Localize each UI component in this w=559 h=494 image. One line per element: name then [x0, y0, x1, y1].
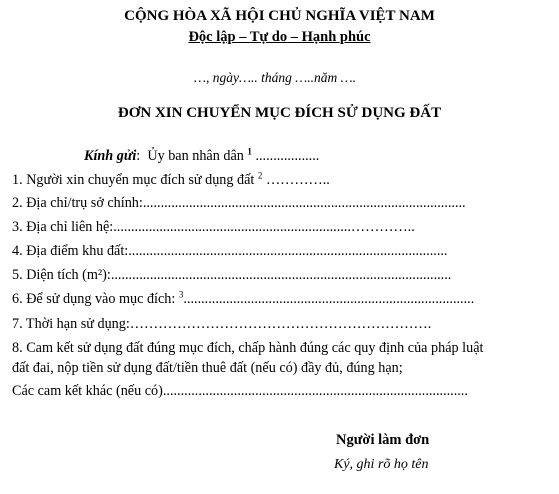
motto-independence: Độc lập	[188, 29, 236, 45]
document-title: ĐƠN XIN CHUYỂN MỤC ĐÍCH SỬ DỤNG ĐẤT	[117, 105, 442, 121]
field-duration: 7. Thời hạn sử dụng:……………………………………………………….	[12, 316, 432, 332]
recipient-label: Kính gửi	[84, 148, 137, 164]
field-purpose	[12, 291, 474, 308]
national-title: CỘNG HÒA XÃ HỘI CHỦ NGHĨA VIỆT NAM	[124, 8, 435, 24]
other-commitments: Các cam kết khác (nếu có)......................................................................................	[12, 383, 468, 399]
footnote-marker: 1	[247, 146, 252, 157]
recipient-text: Ủy ban nhân dân	[147, 148, 244, 164]
footnote-marker: 2	[257, 170, 263, 181]
field-dots: ..................................................................................	[183, 291, 475, 307]
recipient-line	[84, 148, 319, 165]
date-line: …, ngày….. tháng …..năm ….	[194, 70, 357, 85]
field-contact-address: 3. Địa chỉ liên hệ:...................................................................…………..	[12, 219, 415, 235]
field-dots: …………..	[262, 172, 330, 188]
motto-freedom: Tự do	[249, 29, 288, 45]
recipient-colon: :	[136, 148, 141, 164]
field-area: 5. Diện tích (m²):................................................................................................	[12, 267, 452, 283]
field-label: 6. Để sử dụng vào mục đích:	[12, 291, 176, 307]
recipient-dots: ..................	[251, 148, 320, 164]
motto-separator: –	[235, 29, 250, 45]
field-address: 2. Địa chỉ/trụ sở chính:...........................................................................................	[12, 195, 466, 211]
field-applicant	[12, 172, 330, 189]
motto-happiness: Hạnh phúc	[301, 29, 371, 45]
footnote-marker: 3	[178, 289, 184, 300]
commitment-line-1: 8. Cam kết sử dụng đất đúng mục đích, chấp hành đúng các quy định của pháp luật	[12, 340, 484, 356]
field-land-location: 4. Địa điểm khu đất:..........................................................................................	[12, 243, 448, 259]
national-motto	[0, 29, 559, 46]
field-label: 1. Người xin chuyển mục đích sử dụng đất	[12, 172, 255, 188]
commitment-line-2: đất đai, nộp tiền sử dụng đất/tiền thuê đất (nếu có) đầy đủ, đúng hạn;	[12, 360, 403, 376]
signature-note: Ký, ghi rõ họ tên	[334, 457, 429, 472]
motto-separator: –	[287, 29, 302, 45]
signer-title: Người làm đơn	[336, 432, 430, 448]
